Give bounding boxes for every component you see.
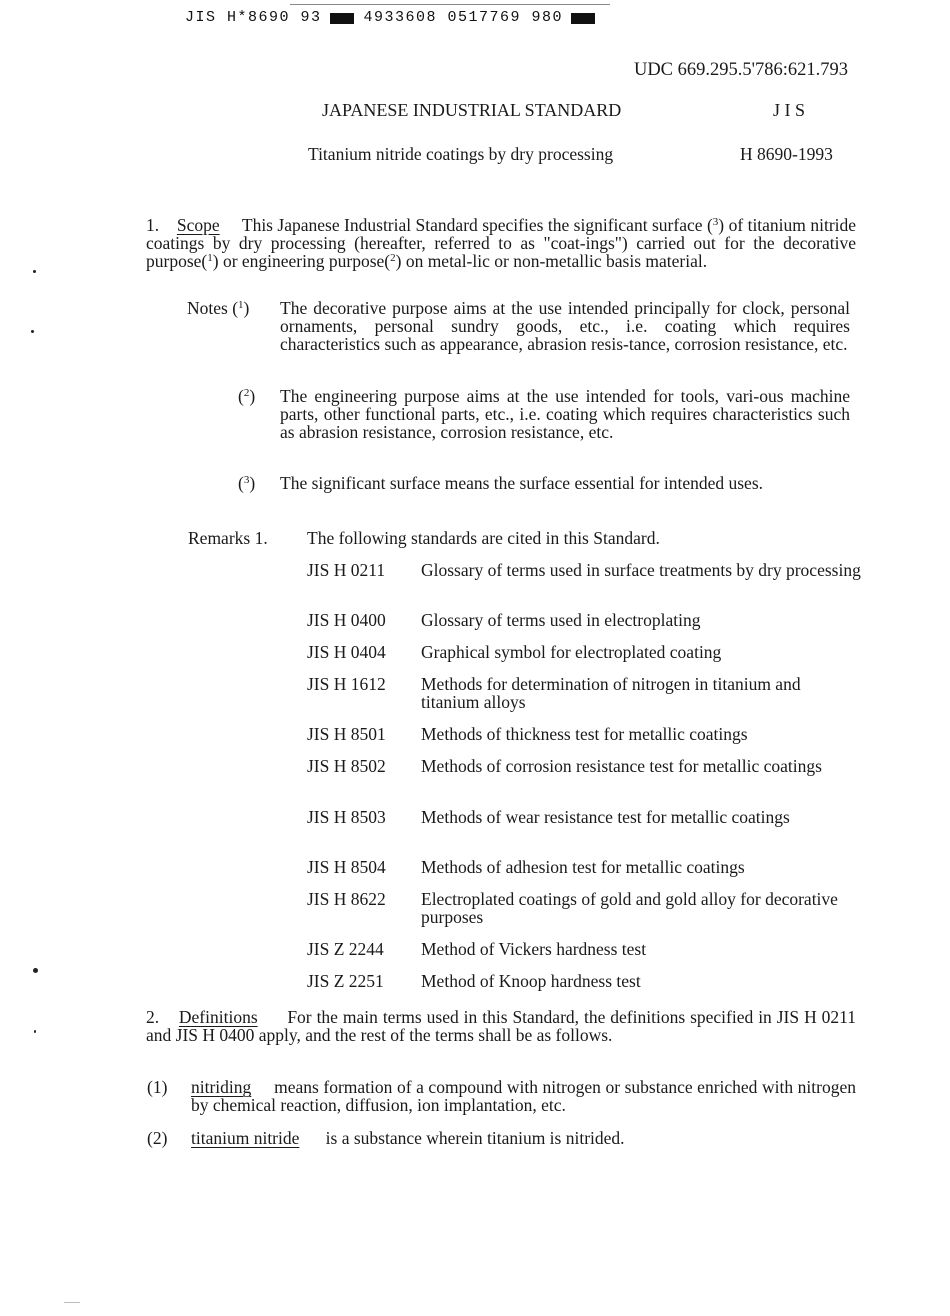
standard-title: Methods of corrosion resistance test for metallic coatings: [421, 756, 822, 776]
section-number: 2.: [146, 1007, 160, 1027]
note-number-value: 2: [243, 387, 250, 399]
definition-item: [191, 1129, 856, 1147]
standard-title: Methods of thickness test for metallic coatings: [421, 724, 748, 744]
standard-code: JIS H 8502: [307, 756, 386, 776]
footnote-ref: 2: [390, 252, 396, 264]
notes-label: Notes ($^1$): [187, 298, 250, 318]
scope-text: This Japanese Industrial Standard specifies the significant surface: [241, 215, 703, 235]
standard-title: Method of Vickers hardness test: [421, 939, 647, 959]
definition-item: [191, 1078, 856, 1114]
scan-speck: [64, 1302, 80, 1303]
note-item: The engineering purpose aims at the use intended for tools, vari-ous machine parts, other functional parts, etc., i.e. coating which requires characteristics such as abrasion resistance, corrosion resistance, etc.: [280, 386, 850, 442]
standard-title: Methods of wear resistance test for metallic coatings: [421, 807, 790, 827]
scope-text: on metal-lic or non-metallic basis material.: [401, 251, 708, 271]
scan-header-codes: [185, 9, 605, 27]
standard-code: JIS H 0211: [307, 560, 386, 580]
standard-number: H 8690-1993: [740, 144, 833, 164]
note-item: The decorative purpose aims at the use intended principally for clock, personal ornaments, personal sundry goods, etc., i.e. coating which requires characteristics such as appearance, abrasion resis-tance, corrosion resistance, etc.: [280, 298, 850, 354]
standard-code: JIS Z 2244: [307, 939, 384, 959]
standard-title: Electroplated coatings of gold and gold alloy for decorative purposes: [421, 889, 838, 927]
remarks-label: Remarks 1.: [188, 528, 268, 548]
scan-code-2: 4933608 0517769 980: [363, 9, 564, 26]
standard-code: JIS Z 2251: [307, 971, 384, 991]
standard-code: JIS H 0404: [307, 642, 386, 662]
org-title: JAPANESE INDUSTRIAL STANDARD: [322, 100, 622, 120]
note-number: 1: [238, 299, 244, 311]
standard-code: JIS H 1612: [307, 674, 386, 694]
definitions-text: For the main terms used in this Standard, the definitions specified in JIS H 0211 and JIS H 0400 apply, and the rest of the terms shall be as follows.: [146, 1007, 856, 1045]
standard-title: Methods for determination of nitrogen in titanium and titanium alloys: [421, 674, 801, 712]
jis-mark: J I S: [773, 100, 806, 120]
section-scope: 1. Scope This Japanese Industrial Standard specifies the significant surface ($^3$) of titanium nitride coatings by dry processing (hereafter, referred to as "coat-ings") carried out for the decorative purpose($^1$) or engineering purpose($^2$) on metal-lic or non-metallic basis material.: [146, 215, 857, 271]
definition-number: (2): [147, 1128, 168, 1148]
scan-block-mark: [330, 13, 354, 24]
standard-title: Method of Knoop hardness test: [421, 971, 641, 991]
definition-term: titanium nitride: [191, 1128, 300, 1148]
section-heading: Scope: [176, 215, 220, 235]
footnote-ref: 1: [207, 252, 213, 264]
scan-block-mark: [571, 13, 595, 24]
standard-title: Graphical symbol for electroplated coating: [421, 642, 722, 662]
scope-text: of titanium nitride coatings by dry processing (hereafter, referred to as "coat-ings") carried out for the decorative purpose: [146, 215, 857, 271]
standard-title: Methods of adhesion test for metallic coatings: [421, 857, 745, 877]
section-heading: Definitions: [178, 1007, 258, 1027]
note-number: ($^3$): [238, 473, 256, 493]
section-definitions: [146, 1008, 856, 1044]
notes-label-text: Notes: [187, 298, 228, 318]
definition-number: (1): [147, 1077, 168, 1097]
scan-code-1: JIS H*8690 93: [185, 9, 322, 26]
note-item: The significant surface means the surface essential for intended uses.: [280, 473, 764, 493]
standard-code: JIS H 8504: [307, 857, 386, 877]
definition-text: means formation of a compound with nitrogen or substance enriched with nitrogen by chemical reaction, diffusion, ion implantation, etc.: [191, 1077, 856, 1115]
note-number: ($^2$): [238, 386, 256, 406]
scope-text: or engineering purpose: [218, 251, 385, 271]
definition-term: nitriding: [191, 1077, 252, 1097]
definition-text: is a substance wherein titanium is nitrided.: [325, 1128, 625, 1148]
scan-speck: [33, 270, 36, 273]
page-title: Titanium nitride coatings by dry processing: [308, 144, 614, 164]
standard-code: JIS H 0400: [307, 610, 386, 630]
scan-speck: [34, 1030, 36, 1033]
standard-code: JIS H 8503: [307, 807, 386, 827]
scan-speck: [31, 330, 34, 333]
standard-code: JIS H 8622: [307, 889, 386, 909]
remarks-intro: The following standards are cited in this Standard.: [307, 528, 660, 548]
scan-rule: [290, 4, 610, 5]
standard-title: Glossary of terms used in electroplating: [421, 610, 701, 630]
standard-title: Glossary of terms used in surface treatments by dry processing: [421, 560, 861, 580]
scan-speck: [33, 968, 38, 973]
footnote-ref: 3: [712, 216, 719, 228]
standard-code: JIS H 8501: [307, 724, 386, 744]
note-number-value: 3: [243, 474, 250, 486]
udc-code: UDC 669.295.5'786:621.793: [633, 60, 848, 80]
section-number: 1.: [146, 215, 160, 235]
